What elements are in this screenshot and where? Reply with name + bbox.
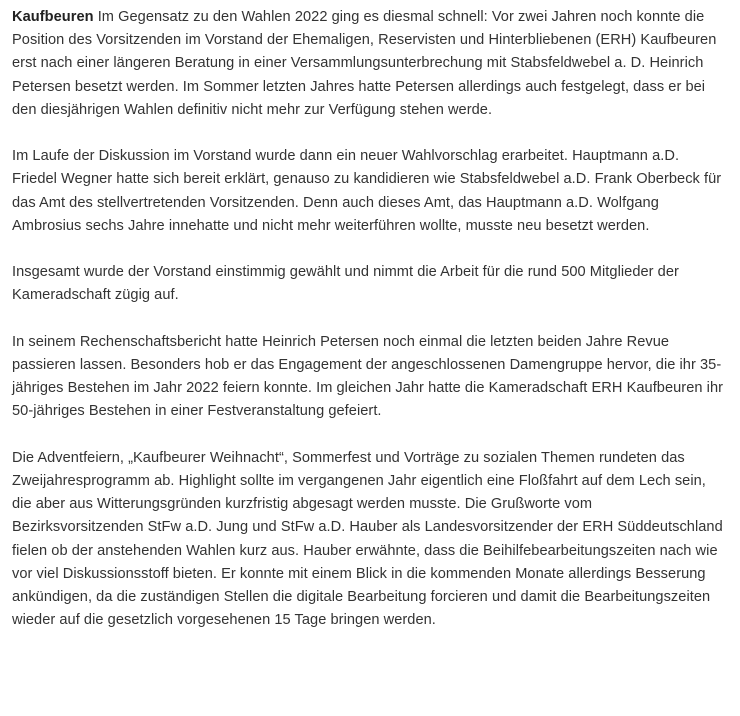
article-paragraph-4: In seinem Rechenschaftsbericht hatte Heinrich Petersen noch einmal die letzten beiden Jahre Revue passieren lassen. Besonders hob er das Engagement der angeschlossenen Damengruppe hervor, die ihr 35-jähriges Bestehen im Jahr 2022 feiern konnte. Im gleichen Jahr hatte die Kameradschaft ERH Kaufbeuren ihr 50-jähriges Bestehen in einer Festveranstaltung gefeiert. [12, 333, 724, 420]
article-paragraph-5: Die Adventfeiern, „Kaufbeurer Weihnacht“, Sommerfest und Vorträge zu sozialen Themen rundeten das Zweijahresprogramm ab. Highlight sollte im vergangenen Jahr eigentlich eine Floßfahrt auf dem Lech sein, die aber aus Witterungsgründen kurzfristig abgesagt werden musste. Die Grußworte vom Bezirksvorsitzenden StFw a.D. Jung und StFw a.D. Hauber als Landesvorsitzender der ERH Süddeutschland fielen ob der anstehenden Wahlen kurz aus. Hauber erwähnte, dass die Beihilfebearbeitungszeiten nach wie vor viel Diskussionsstoff bieten. Er konnte mit einem Blick in die kommenden Monate allerdings Besserung ankündigen, da die zuständigen Stellen die digitale Bearbeitung forcieren und damit die Bearbeitungszeiten wieder auf die gesetzlich vorgesehenen 15 Tage bringen werden. [12, 449, 723, 629]
article-paragraph-3: Insgesamt wurde der Vorstand einstimmig gewählt und nimmt die Arbeit für die rund 500 Mitglieder der Kameradschaft zügig auf. [12, 264, 679, 304]
article-paragraph-2: Im Laufe der Diskussion im Vorstand wurde dann ein neuer Wahlvorschlag erarbeitet. Hauptmann a.D. Friedel Wegner hatte sich bereit erklärt, genauso zu kandidieren wie Stabsfeldwebel a.D. Frank Oberbeck für das Amt des stellvertretenden Vorsitzenden. Denn auch dieses Amt, das Hauptmann a.D. Wolfgang Ambrosius sechs Jahre innehatte und nicht mehr weiterführen wollte, musste neu besetzt werden. [12, 148, 722, 234]
article-paragraph-1 [12, 6, 726, 122]
dateline: Kaufbeuren [12, 9, 94, 25]
paragraph-text: Im Gegensatz zu den Wahlen 2022 ging es diesmal schnell: Vor zwei Jahren noch konnte die Position des Vorsitzenden im Vorstand der Ehemaligen, Reservisten und Hinterbliebenen (ERH) Kaufbeuren erst nach einer längeren Beratung in einer Versammlungsunterbrechung mit Stabsfeldwebel a. D. Heinrich Petersen besetzt werden. Im Sommer letzten Jahres hatte Petersen allerdings auch festgelegt, dass er bei den diesjährigen Wahlen definitiv nicht mehr zur Verfügung stehen werde. [12, 9, 717, 118]
article-body [12, 6, 726, 632]
